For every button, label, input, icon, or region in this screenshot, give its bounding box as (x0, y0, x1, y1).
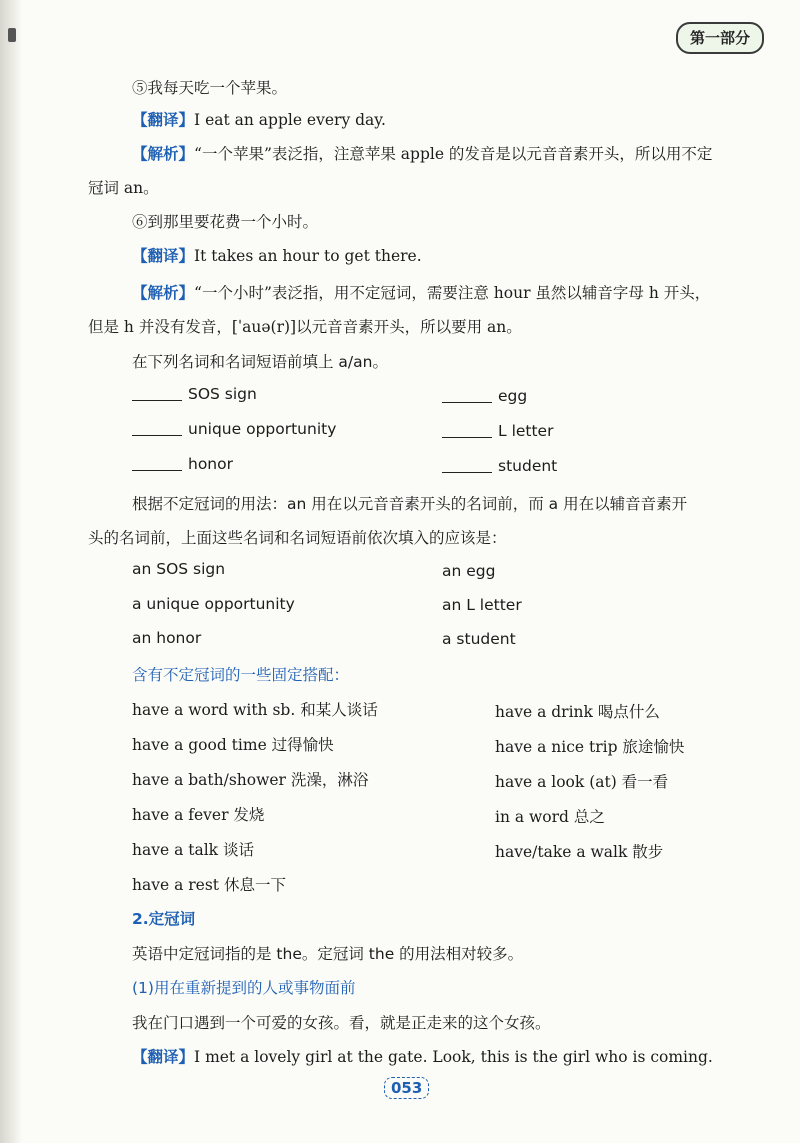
collocation-item: have a drink 喝点什么 (495, 703, 660, 721)
answer-item: an honor (132, 629, 202, 647)
example-6-analysis-line-2: 但是 h 并没有发音，[ˈauə(r)]以元音音素开头，所以要用 an。 (88, 318, 522, 336)
collocation-item: have a bath/shower 洗澡，淋浴 (132, 771, 369, 789)
definite-article-heading: 2.定冠词 (132, 910, 196, 928)
answer-item: an L letter (442, 596, 522, 614)
collocation-item: have a look (at) 看一看 (495, 773, 669, 791)
collocation-item: in a word 总之 (495, 808, 605, 826)
answer-item: an SOS sign (132, 560, 226, 578)
fill-item: unique opportunity (132, 420, 336, 438)
definite-example-translation (132, 1045, 713, 1067)
collocation-item: have/take a walk 散步 (495, 843, 664, 861)
section-tag: 第一部分 (676, 22, 764, 54)
definite-article-intro: 英语中定冠词指的是 the。定冠词 the 的用法相对较多。 (132, 945, 524, 963)
collocation-item: have a word with sb. 和某人谈话 (132, 701, 378, 719)
answer-blank (442, 472, 492, 473)
analysis-label: 【解析】 (132, 145, 195, 163)
answer-blank (442, 437, 492, 438)
example-6-translation (132, 244, 422, 266)
collocation-item: have a nice trip 旅途愉快 (495, 738, 685, 756)
definite-article-subheading: (1)用在重新提到的人或事物面前 (132, 979, 356, 997)
answer-blank (442, 402, 492, 403)
example-5-chinese: ⑤我每天吃一个苹果。 (132, 79, 288, 97)
page-number: 053 (384, 1077, 429, 1099)
fixed-collocations-heading: 含有不定冠词的一些固定搭配： (132, 666, 350, 684)
analysis-text: “一个苹果”表泛指，注意苹果 apple 的发音是以元音音素开头，所以用不定 (194, 145, 713, 163)
fill-item: student (442, 457, 557, 475)
answer-item: a student (442, 630, 516, 648)
example-5-analysis-line-2: 冠词 an。 (88, 179, 159, 197)
collocation-item: have a good time 过得愉快 (132, 736, 334, 754)
collocation-item: have a rest 休息一下 (132, 876, 286, 894)
translation-text: It takes an hour to get there. (194, 247, 422, 265)
analysis-label: 【解析】 (132, 284, 195, 302)
answer-blank (132, 470, 182, 471)
analysis-text: “一个小时”表泛指，用不定冠词，需要注意 hour 虽然以辅音字母 h 开头， (194, 284, 711, 302)
answer-blank (132, 400, 182, 401)
fill-item: L letter (442, 422, 553, 440)
answer-blank (132, 435, 182, 436)
fill-instruction: 在下列名词和名词短语前填上 a/an。 (132, 353, 388, 371)
definite-example-chinese: 我在门口遇到一个可爱的女孩。看，就是正走来的这个女孩。 (132, 1014, 551, 1032)
collocation-item: have a talk 谈话 (132, 841, 254, 859)
translation-label: 【翻译】 (132, 1048, 195, 1066)
book-spine-shadow (0, 0, 22, 1143)
collocation-item: have a fever 发烧 (132, 806, 265, 824)
example-6-analysis-line-1 (132, 281, 710, 303)
example-6-chinese: ⑥到那里要花费一个小时。 (132, 213, 319, 231)
translation-label: 【翻译】 (132, 247, 195, 265)
example-5-analysis-line-1 (132, 142, 712, 164)
example-5-translation (132, 108, 386, 130)
answer-item: a unique opportunity (132, 595, 295, 613)
fill-item: honor (132, 455, 233, 473)
fill-item: egg (442, 387, 527, 405)
fill-item: SOS sign (132, 385, 257, 403)
rule-line-1: 根据不定冠词的用法：an 用在以元音音素开头的名词前，而 a 用在以辅音音素开 (132, 495, 688, 513)
answer-item: an egg (442, 562, 496, 580)
translation-text: I met a lovely girl at the gate. Look, this is the girl who is coming. (194, 1048, 713, 1066)
spine-mark (8, 28, 16, 42)
rule-line-2: 头的名词前，上面这些名词和名词短语前依次填入的应该是： (88, 529, 507, 547)
translation-label: 【翻译】 (132, 111, 195, 129)
translation-text: I eat an apple every day. (194, 111, 386, 129)
